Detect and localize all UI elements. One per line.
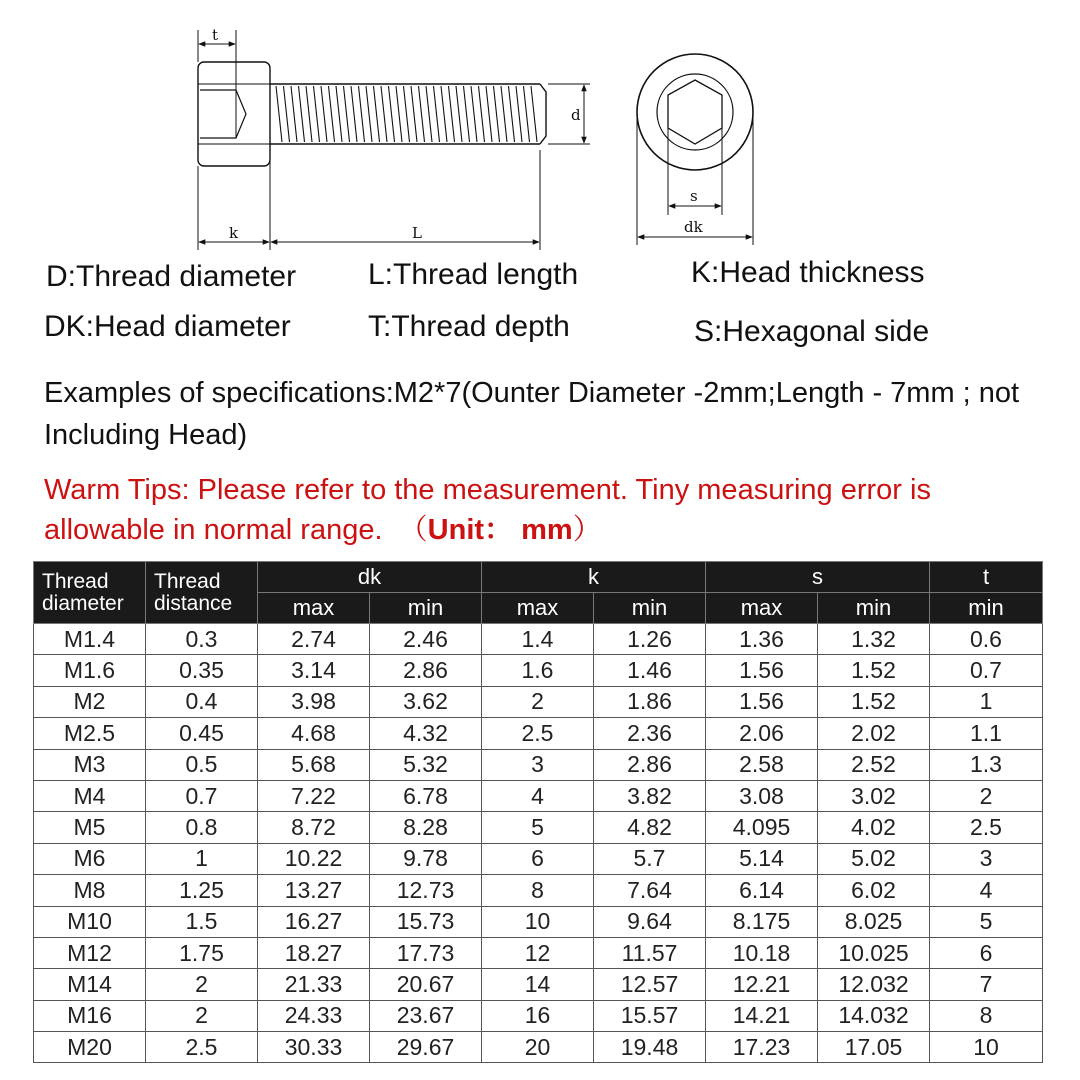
table-cell: 4.095 — [706, 812, 818, 843]
subheader-k-max: max — [482, 593, 594, 624]
table-cell: 1.56 — [706, 655, 818, 686]
table-cell: 5 — [482, 812, 594, 843]
table-cell: 3.14 — [258, 655, 370, 686]
table-cell: 1.52 — [818, 686, 930, 717]
subheader-k-min: min — [594, 593, 706, 624]
table-cell: 10.18 — [706, 937, 818, 968]
table-cell: 6.78 — [370, 780, 482, 811]
hex-socket — [668, 80, 722, 144]
table-cell: 1.6 — [482, 655, 594, 686]
table-cell: 1 — [930, 686, 1043, 717]
table-cell: M5 — [34, 812, 146, 843]
subheader-s-min: min — [818, 593, 930, 624]
table-cell: 1.25 — [146, 875, 258, 906]
subheader-dk-min: min — [370, 593, 482, 624]
table-cell: 6 — [930, 937, 1043, 968]
table-cell: 3.02 — [818, 780, 930, 811]
table-cell: 8.28 — [370, 812, 482, 843]
table-cell: 16.27 — [258, 906, 370, 937]
spec-table-body — [34, 624, 1043, 1063]
header-thread-distance: Thread distance — [146, 562, 258, 624]
table-cell: 7.22 — [258, 780, 370, 811]
table-cell: 10.025 — [818, 937, 930, 968]
table-cell: 4.82 — [594, 812, 706, 843]
table-cell: 3.62 — [370, 686, 482, 717]
header-s: s — [706, 562, 930, 593]
k-label: k — [229, 224, 239, 242]
table-cell: 0.7 — [930, 655, 1043, 686]
table-cell: 17.73 — [370, 937, 482, 968]
table-cell: 10.22 — [258, 843, 370, 874]
table-cell: 13.27 — [258, 875, 370, 906]
table-cell: 3.82 — [594, 780, 706, 811]
table-cell: 7 — [930, 969, 1043, 1000]
unit-open: （ — [398, 514, 428, 546]
spec-table — [33, 561, 1043, 1063]
table-cell: 30.33 — [258, 1032, 370, 1063]
l-label: L — [412, 224, 422, 242]
table-cell: 8.72 — [258, 812, 370, 843]
table-cell: 2.5 — [146, 1032, 258, 1063]
table-cell: 17.05 — [818, 1032, 930, 1063]
table-cell: 4.68 — [258, 718, 370, 749]
table-cell: 14 — [482, 969, 594, 1000]
table-cell: 1.32 — [818, 624, 930, 655]
table-cell: 0.45 — [146, 718, 258, 749]
table-cell: 6 — [482, 843, 594, 874]
table-cell: 12.21 — [706, 969, 818, 1000]
legend-hexagonal-side: S:Hexagonal side — [694, 315, 930, 348]
table-cell: 0.35 — [146, 655, 258, 686]
table-cell: 1.3 — [930, 749, 1043, 780]
table-cell: 0.6 — [930, 624, 1043, 655]
table-cell: 14.21 — [706, 1000, 818, 1031]
table-cell: 23.67 — [370, 1000, 482, 1031]
table-cell: M12 — [34, 937, 146, 968]
table-cell: 11.57 — [594, 937, 706, 968]
table-cell: M20 — [34, 1032, 146, 1063]
table-cell: 2.86 — [594, 749, 706, 780]
table-cell: 2.5 — [930, 812, 1043, 843]
table-cell: 5.02 — [818, 843, 930, 874]
dk-label: dk — [684, 218, 703, 236]
table-cell: M3 — [34, 749, 146, 780]
table-cell: 1.5 — [146, 906, 258, 937]
table-row — [34, 1032, 1043, 1063]
table-cell: 0.3 — [146, 624, 258, 655]
tips-text: Warm Tips: Please refer to the measurement. Tiny measuring error is allowable in normal range. — [44, 474, 931, 546]
table-cell: 3 — [482, 749, 594, 780]
legend-head-thickness: K:Head thickness — [691, 256, 925, 289]
table-cell: 2.02 — [818, 718, 930, 749]
table-cell: 4.02 — [818, 812, 930, 843]
table-cell: 2 — [146, 969, 258, 1000]
table-row — [34, 686, 1043, 717]
table-cell: M1.4 — [34, 624, 146, 655]
table-cell: 12.032 — [818, 969, 930, 1000]
table-cell: M2.5 — [34, 718, 146, 749]
table-cell: 2.74 — [258, 624, 370, 655]
table-cell: 2 — [482, 686, 594, 717]
table-cell: 15.57 — [594, 1000, 706, 1031]
table-cell: 1.4 — [482, 624, 594, 655]
table-cell: 0.5 — [146, 749, 258, 780]
table-cell: 2.86 — [370, 655, 482, 686]
table-cell: 3 — [930, 843, 1043, 874]
subheader-s-max: max — [706, 593, 818, 624]
table-cell: 8.175 — [706, 906, 818, 937]
unit-close: ） — [572, 514, 602, 546]
table-cell: M1.6 — [34, 655, 146, 686]
table-cell: 5.14 — [706, 843, 818, 874]
table-cell: 8 — [482, 875, 594, 906]
table-cell: 1.26 — [594, 624, 706, 655]
table-cell: M8 — [34, 875, 146, 906]
legend-head-diameter: DK:Head diameter — [44, 310, 291, 343]
table-cell: 0.7 — [146, 780, 258, 811]
table-cell: 10 — [482, 906, 594, 937]
table-row — [34, 906, 1043, 937]
table-row — [34, 780, 1043, 811]
table-row — [34, 875, 1043, 906]
table-cell: M16 — [34, 1000, 146, 1031]
table-row — [34, 937, 1043, 968]
table-cell: 15.73 — [370, 906, 482, 937]
table-cell: 2.06 — [706, 718, 818, 749]
table-cell: 5 — [930, 906, 1043, 937]
table-cell: M10 — [34, 906, 146, 937]
table-cell: M14 — [34, 969, 146, 1000]
table-cell: 1.36 — [706, 624, 818, 655]
table-cell: 9.78 — [370, 843, 482, 874]
table-cell: 1.46 — [594, 655, 706, 686]
header-t: t — [930, 562, 1043, 593]
header-k: k — [482, 562, 706, 593]
table-cell: 8 — [930, 1000, 1043, 1031]
table-cell: 1.75 — [146, 937, 258, 968]
table-cell: 2.36 — [594, 718, 706, 749]
screw-head — [198, 62, 270, 166]
table-row — [34, 843, 1043, 874]
table-cell: M4 — [34, 780, 146, 811]
table-cell: 3.98 — [258, 686, 370, 717]
table-cell: 9.64 — [594, 906, 706, 937]
table-cell: 19.48 — [594, 1032, 706, 1063]
subheader-dk-max: max — [258, 593, 370, 624]
table-cell: 4 — [930, 875, 1043, 906]
screw-head-top-view — [637, 54, 753, 170]
table-cell: 2.58 — [706, 749, 818, 780]
table-cell: 12 — [482, 937, 594, 968]
table-cell: 3.08 — [706, 780, 818, 811]
table-row — [34, 655, 1043, 686]
legend-thread-diameter: D:Thread diameter — [46, 260, 297, 293]
table-cell: 1.56 — [706, 686, 818, 717]
table-cell: 17.23 — [706, 1032, 818, 1063]
unit-note: Unit： mm — [427, 514, 573, 546]
table-cell: 2 — [930, 780, 1043, 811]
s-label: s — [690, 187, 698, 205]
table-cell: M6 — [34, 843, 146, 874]
table-cell: 16 — [482, 1000, 594, 1031]
header-thread-diameter: Thread diameter — [34, 562, 146, 624]
table-cell: 5.68 — [258, 749, 370, 780]
table-cell: 1 — [146, 843, 258, 874]
table-row — [34, 969, 1043, 1000]
table-cell: 2.5 — [482, 718, 594, 749]
table-cell: 18.27 — [258, 937, 370, 968]
table-cell: 10 — [930, 1032, 1043, 1063]
table-cell: M2 — [34, 686, 146, 717]
table-cell: 20.67 — [370, 969, 482, 1000]
table-cell: 21.33 — [258, 969, 370, 1000]
table-cell: 2.46 — [370, 624, 482, 655]
legend-thread-length: L:Thread length — [368, 258, 579, 291]
table-cell: 5.32 — [370, 749, 482, 780]
subheader-t-min: min — [930, 593, 1043, 624]
table-cell: 4.32 — [370, 718, 482, 749]
table-cell: 1.86 — [594, 686, 706, 717]
table-cell: 5.7 — [594, 843, 706, 874]
legend-thread-depth: T:Thread depth — [368, 310, 570, 343]
table-row — [34, 1000, 1043, 1031]
table-cell: 8.025 — [818, 906, 930, 937]
table-row — [34, 718, 1043, 749]
specification-example: Examples of specifications:M2*7(Ounter Diameter -2mm;Length - 7mm ; not Including Head) — [44, 377, 1020, 451]
table-cell: 12.73 — [370, 875, 482, 906]
table-cell: 24.33 — [258, 1000, 370, 1031]
table-row — [34, 624, 1043, 655]
table-cell: 1.52 — [818, 655, 930, 686]
d-label: d — [571, 106, 581, 124]
table-cell: 2 — [146, 1000, 258, 1031]
warm-tips — [44, 470, 1044, 550]
table-row — [34, 812, 1043, 843]
table-cell: 1.1 — [930, 718, 1043, 749]
table-cell: 29.67 — [370, 1032, 482, 1063]
t-label: t — [212, 26, 219, 44]
header-dk: dk — [258, 562, 482, 593]
table-cell: 20 — [482, 1032, 594, 1063]
table-cell: 6.14 — [706, 875, 818, 906]
table-cell: 14.032 — [818, 1000, 930, 1031]
table-cell: 4 — [482, 780, 594, 811]
table-cell: 7.64 — [594, 875, 706, 906]
table-cell: 2.52 — [818, 749, 930, 780]
table-row — [34, 749, 1043, 780]
table-cell: 0.8 — [146, 812, 258, 843]
table-cell: 0.4 — [146, 686, 258, 717]
table-cell: 6.02 — [818, 875, 930, 906]
table-cell: 12.57 — [594, 969, 706, 1000]
screw-diagram — [0, 0, 1080, 260]
